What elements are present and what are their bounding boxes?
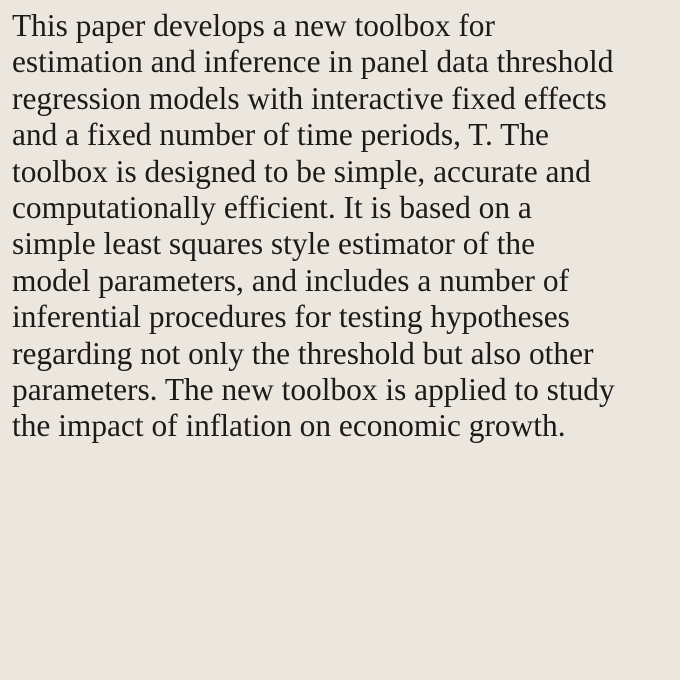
abstract-line: inferential procedures for testing hypotheses [12, 299, 570, 335]
abstract-line: model parameters, and includes a number of [12, 262, 569, 298]
abstract-line: regression models with interactive fixed effects [12, 80, 607, 116]
abstract-line: the impact of inflation on economic growth. [12, 408, 566, 444]
abstract-line: toolbox is designed to be simple, accurate and [12, 153, 591, 189]
abstract-line: regarding not only the threshold but also other [12, 335, 594, 371]
abstract-line: computationally efficient. It is based on a [12, 190, 532, 226]
abstract-line: estimation and inference in panel data threshold [12, 44, 614, 80]
abstract-line: parameters. The new toolbox is applied to study [12, 372, 615, 408]
abstract-line: simple least squares style estimator of the [12, 226, 536, 262]
abstract-line: This paper develops a new toolbox for [12, 8, 495, 43]
abstract-line: and a fixed number of time periods, T. The [12, 117, 549, 153]
abstract-paragraph [12, 8, 670, 445]
